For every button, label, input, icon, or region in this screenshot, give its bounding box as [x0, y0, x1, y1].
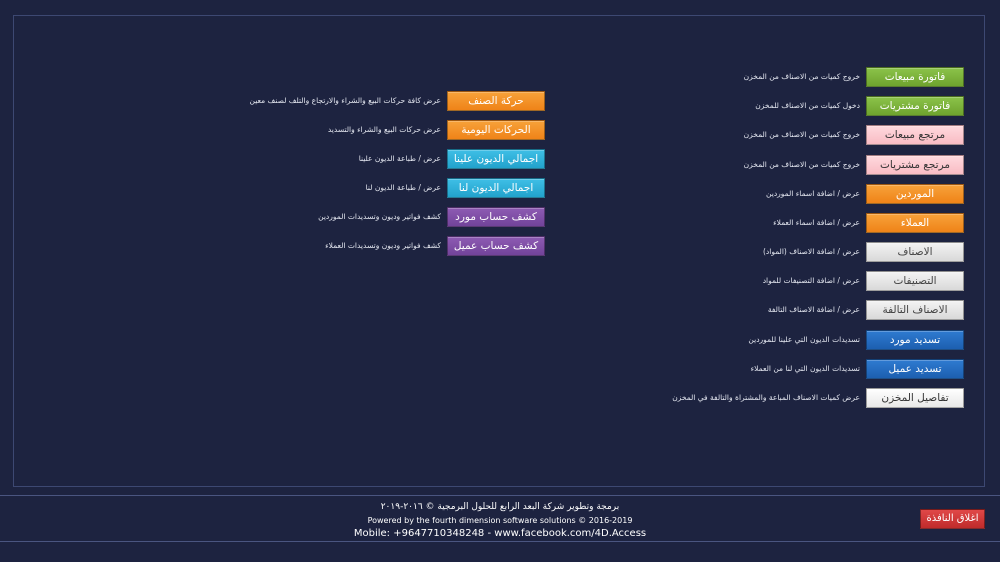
- menu-row: [0, 67, 1000, 87]
- menu-description: عرض / اضافة الاصناف التالفة: [767, 305, 860, 314]
- menu-description: عرض كميات الاصناف المباعة والمشتراة والتالفة في المخزن: [672, 393, 860, 402]
- menu-description: عرض / اضافة اسماء العملاء: [773, 218, 860, 227]
- menu-row: [0, 91, 1000, 111]
- close-window-button[interactable]: اغلاق النافذة: [920, 509, 985, 529]
- purchase-return-button[interactable]: مرتجع مشتريات: [866, 155, 964, 175]
- menu-description: تسديدات الديون التي علينا للموردين: [748, 335, 860, 344]
- menu-description: عرض / طباعة الديون لنا: [365, 183, 441, 192]
- menu-description: عرض / اضافة التصنيفات للمواد: [762, 276, 860, 285]
- sales-invoice-button[interactable]: فاتورة مبيعات: [866, 67, 964, 87]
- customer-payment-button[interactable]: تسديد عميل: [866, 359, 964, 379]
- credit-english: Powered by the fourth dimension software solutions © 2016-2019: [367, 516, 633, 525]
- inventory-details-button[interactable]: تفاصيل المخزن: [866, 388, 964, 408]
- menu-row: [0, 271, 1000, 291]
- sales-return-button[interactable]: مرتجع مبيعات: [866, 125, 964, 145]
- total-debts-receivable-button[interactable]: اجمالي الديون لنا: [447, 178, 545, 198]
- item-movement-button[interactable]: حركة الصنف: [447, 91, 545, 111]
- supplier-statement-button[interactable]: كشف حساب مورد: [447, 207, 545, 227]
- menu-row: [0, 236, 1000, 256]
- menu-row: [0, 388, 1000, 408]
- menu-row: [0, 330, 1000, 350]
- damaged-items-button[interactable]: الاصناف التالفة: [866, 300, 964, 320]
- menu-description: خروج كميات من الاصناف من المخزن: [743, 72, 860, 81]
- menu-description: عرض حركات البيع والشراء والتسديد: [327, 125, 441, 134]
- customer-statement-button[interactable]: كشف حساب عميل: [447, 236, 545, 256]
- contact-info: Mobile: +9647710348248 - www.facebook.com/4D.Access: [353, 528, 647, 539]
- menu-description: كشف فواتير وديون وتسديدات العملاء: [325, 241, 441, 250]
- menu-description: عرض كافة حركات البيع والشراء والارتجاع والتلف لصنف معين: [249, 96, 441, 105]
- footer-divider: [0, 495, 1000, 496]
- menu-row: [0, 359, 1000, 379]
- menu-row: [0, 178, 1000, 198]
- menu-row: [0, 149, 1000, 169]
- items-button[interactable]: الاصناف: [866, 242, 964, 262]
- total-debts-payable-button[interactable]: اجمالي الديون علينا: [447, 149, 545, 169]
- customers-button[interactable]: العملاء: [866, 213, 964, 233]
- categories-button[interactable]: التصنيفات: [866, 271, 964, 291]
- menu-description: خروج كميات من الاصناف من المخزن: [743, 130, 860, 139]
- menu-description: عرض / طباعة الديون علينا: [358, 154, 441, 163]
- supplier-payment-button[interactable]: تسديد مورد: [866, 330, 964, 350]
- menu-description: عرض / اضافة اسماء الموردين: [766, 189, 860, 198]
- suppliers-button[interactable]: الموردين: [866, 184, 964, 204]
- daily-transactions-button[interactable]: الحركات اليومية: [447, 120, 545, 140]
- menu-description: خروج كميات من الاصناف من المخزن: [743, 160, 860, 169]
- menu-description: تسديدات الديون التي لنا من العملاء: [750, 364, 860, 373]
- menu-description: كشف فواتير وديون وتسديدات الموردين: [318, 212, 441, 221]
- menu-row: [0, 300, 1000, 320]
- menu-description: دخول كميات من الاصناف للمخزن: [755, 101, 860, 110]
- purchase-invoice-button[interactable]: فاتورة مشتريات: [866, 96, 964, 116]
- credit-arabic: برمجة وتطوير شركة البعد الرابع للحلول البرمجية © ٢٠١٦-٢٠١٩: [380, 502, 620, 512]
- menu-row: [0, 120, 1000, 140]
- menu-description: عرض / اضافة الاصناف (المواد): [763, 247, 860, 256]
- menu-row: [0, 207, 1000, 227]
- bottom-divider: [0, 541, 1000, 542]
